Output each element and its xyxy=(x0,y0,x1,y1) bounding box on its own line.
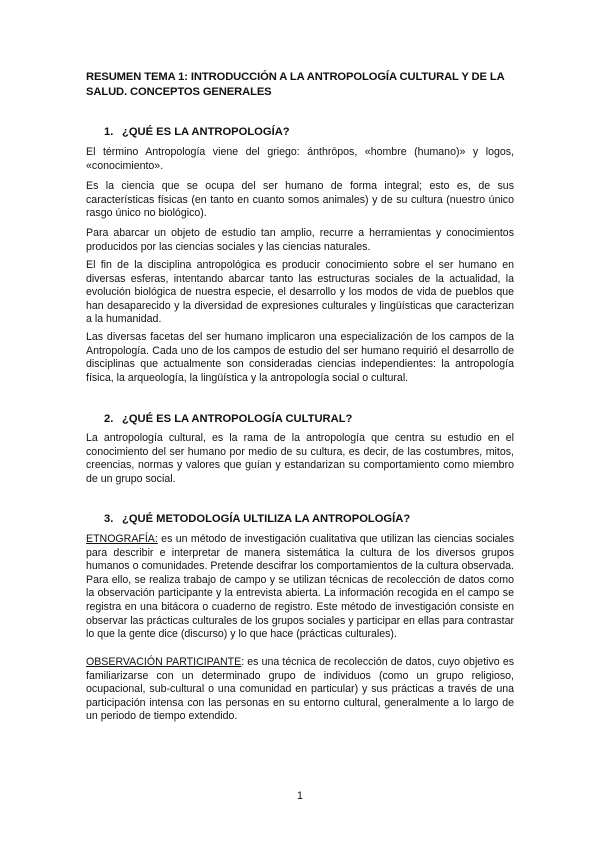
term-label: OBSERVACIÓN PARTICIPANTE xyxy=(86,656,242,668)
paragraph: El término Antropología viene del griego: ánthrōpos, «hombre (humano)» y logos, «conocimiento». xyxy=(86,146,514,172)
paragraph: Las diversas facetas del ser humano implicaron una especialización de los campos de la Antropología. Cada uno de los campos de estudio del ser humano requirió el desarrollo de disciplinas que actualmente son consideradas ciencias independientes: la antropología física, la arqueología, la lingüística y la antropología social o cultural. xyxy=(86,331,514,384)
section-number: 3. xyxy=(104,513,114,525)
section-title: ¿QUÉ METODOLOGÍA ULTILIZA LA ANTROPOLOGÍA? xyxy=(122,513,411,525)
document-title: RESUMEN TEMA 1: INTRODUCCIÓN A LA ANTROPOLOGÍA CULTURAL Y DE LA SALUD. CONCEPTOS GENERALES xyxy=(86,71,505,98)
section-number: 2. xyxy=(104,413,114,425)
paragraph: Es la ciencia que se ocupa del ser humano de forma integral; esto es, de sus características físicas (en tanto en cuanto somos animales) y de su cultura (nuestro único rasgo único no biológico). xyxy=(86,180,514,220)
page-number: 1 xyxy=(297,790,303,802)
section-title: ¿QUÉ ES LA ANTROPOLOGÍA CULTURAL? xyxy=(122,413,353,425)
section-heading-1 xyxy=(104,125,290,139)
term-definition-observacion xyxy=(86,656,514,724)
paragraph: La antropología cultural, es la rama de la antropología que centra su estudio en el conocimiento del ser humano por medio de su cultura, es decir, de las costumbres, mitos, creencias, normas y valores que guían y estandarizan su comportamiento como miembro de un grupo social. xyxy=(86,432,514,485)
section-heading-3 xyxy=(104,512,410,526)
term-definition-etnografia xyxy=(86,533,514,642)
section-heading-2 xyxy=(104,412,352,426)
paragraph: Para abarcar un objeto de estudio tan amplio, recurre a herramientas y conocimientos producidos por las ciencias sociales y las ciencias naturales. xyxy=(86,227,514,253)
term-text: : es una técnica de recolección de datos, cuyo objetivo es familiarizarse con un determinado grupo de individuos (como un grupo religioso, ocupacional, sub-cultural o una comunidad en particular) y sus prácticas a través de una participación intensa con las personas en su entorno cultural, generalmente a lo largo de un periodo de tiempo extendido. xyxy=(86,656,515,723)
section-title: ¿QUÉ ES LA ANTROPOLOGÍA? xyxy=(122,126,290,138)
paragraph: El fin de la disciplina antropológica es producir conocimiento sobre el ser humano en diversas esferas, intentando abarcar tanto las estructuras sociales de la actualidad, la evolución biológica de nuestra especie, el desarrollo y los modos de vida de pueblos que han desaparecido y la diversidad de expresiones culturales y lingüísticas que caracterizan a la humanidad. xyxy=(86,259,514,326)
term-label: ETNOGRAFÍA: xyxy=(86,533,158,545)
term-text: es un método de investigación cualitativa que utilizan las ciencias sociales para describir e interpretar de manera sistemática la cultura de los diversos grupos humanos o comunidades. Pretende descifrar los comportamientos de la cultura observada. Para ello, se realiza trabajo de campo y se utilizan técnicas de recolección de datos como la observación participante y la entrevista abierta. La información recogida en el campo se registra en una bitácora o cuaderno de registro. Este método de investigación consiste en observar las prácticas culturales de los grupos sociales y participar en ellas para contrastar lo que la gente dice (discurso) y lo que hace (prácticas culturales). xyxy=(86,533,514,641)
section-number: 1. xyxy=(104,126,114,138)
